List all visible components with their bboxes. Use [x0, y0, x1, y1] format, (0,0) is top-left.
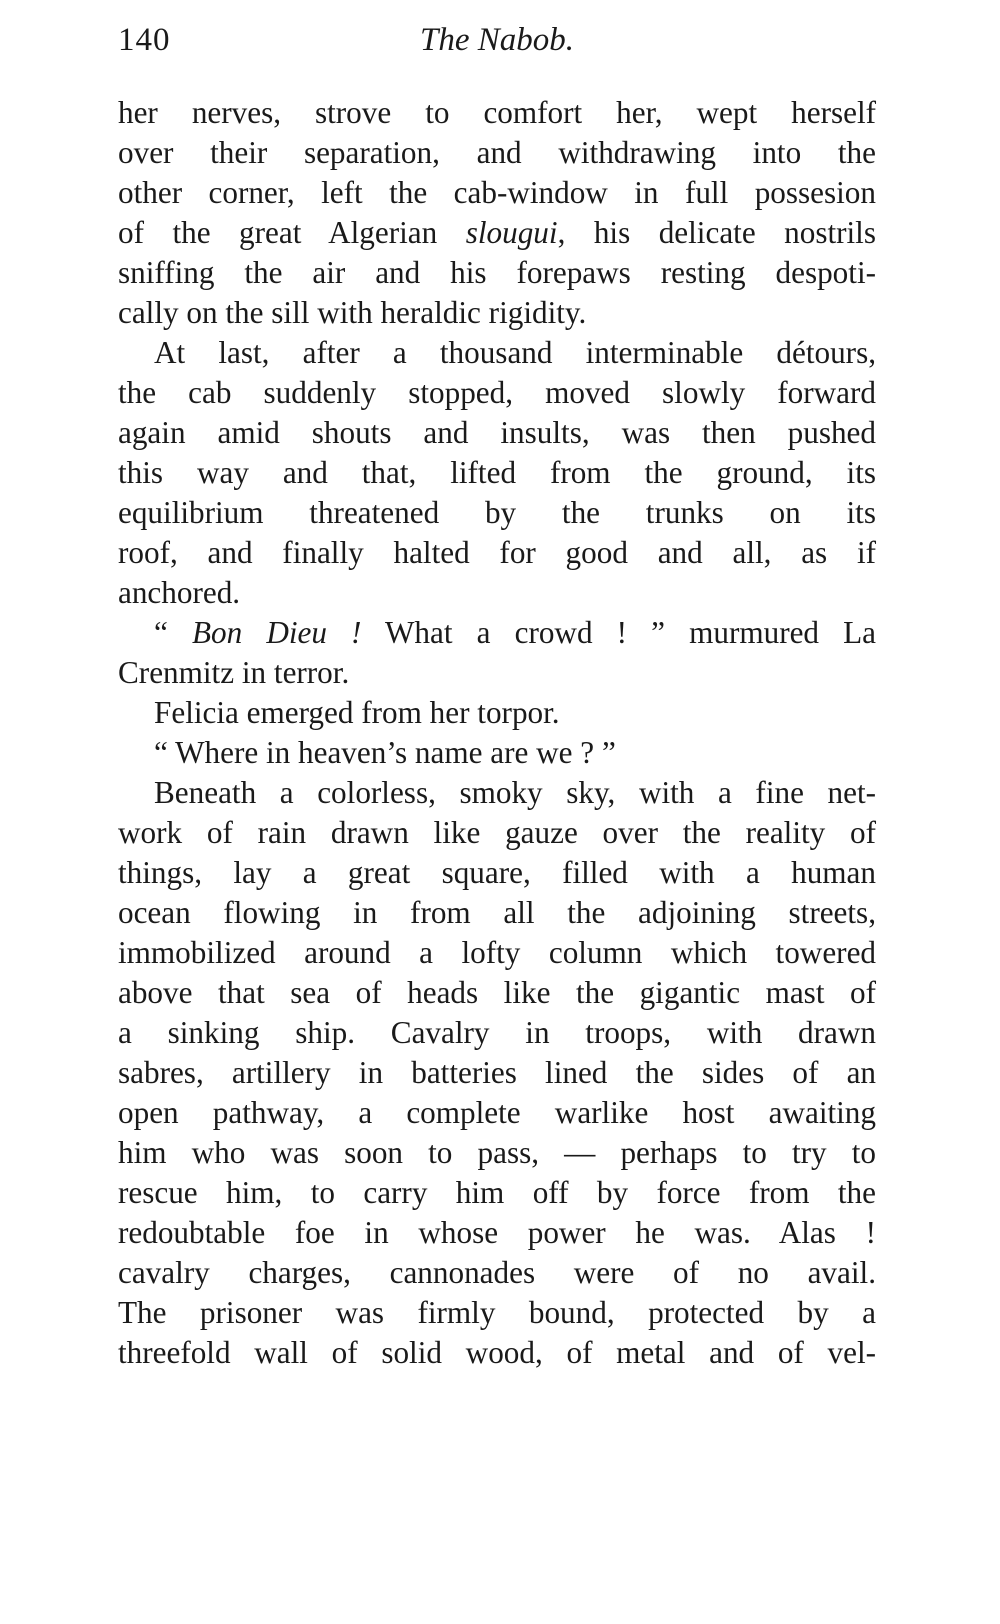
text-segment: work of rain drawn like gauze over the reality of: [118, 815, 876, 850]
text-segment: ocean flowing in from all the adjoining streets,: [118, 895, 876, 930]
text-segment: equilibrium threatened by the trunks on its: [118, 495, 876, 530]
text-segment: threefold wall of solid wood, of metal and of vel-: [118, 1335, 876, 1370]
text-line: [118, 533, 876, 573]
text-segment: roof, and finally halted for good and all, as if: [118, 535, 876, 570]
text-segment: “ Where in heaven’s name are we ? ”: [154, 735, 616, 770]
text-line: [118, 413, 876, 453]
text-segment: What a crowd ! ” murmured La: [361, 615, 877, 650]
text-line: [118, 733, 876, 773]
text-segment: anchored.: [118, 575, 241, 610]
text-segment: The prisoner was firmly bound, protected by a: [118, 1295, 876, 1330]
text-segment: open pathway, a complete warlike host awaiting: [118, 1095, 876, 1130]
text-segment: Felicia emerged from her torpor.: [154, 695, 560, 730]
text-line: [118, 1133, 876, 1173]
running-head: [118, 22, 876, 72]
text-line: [118, 453, 876, 493]
text-segment: other corner, left the cab-window in full possesion: [118, 175, 876, 210]
text-line: [118, 933, 876, 973]
text-line: [118, 813, 876, 853]
text-line: [118, 93, 876, 133]
text-segment: “: [154, 615, 192, 650]
text-segment: him who was soon to pass, — perhaps to try to: [118, 1135, 876, 1170]
text-segment: this way and that, lifted from the ground, its: [118, 455, 876, 490]
text-segment: Crenmitz in terror.: [118, 655, 350, 690]
text-line: [118, 1333, 876, 1373]
text-line: [118, 1053, 876, 1093]
text-segment: sniffing the air and his forepaws resting despoti-: [118, 255, 876, 290]
text-line: [118, 1293, 876, 1333]
text-line: [118, 133, 876, 173]
text-line: [118, 613, 876, 653]
text-line: [118, 1013, 876, 1053]
text-segment: Beneath a colorless, smoky sky, with a fine net-: [154, 775, 876, 810]
text-segment: over their separation, and withdrawing into the: [118, 135, 876, 170]
text-line: [118, 1173, 876, 1213]
text-line: [118, 773, 876, 813]
text-segment: rescue him, to carry him off by force from the: [118, 1175, 876, 1210]
text-segment: cally on the sill with heraldic rigidity.: [118, 295, 587, 330]
text-line: [118, 653, 876, 693]
text-line: [118, 1213, 876, 1253]
text-segment: above that sea of heads like the gigantic mast of: [118, 975, 876, 1010]
text-line: [118, 293, 876, 333]
text-line: [118, 173, 876, 213]
text-segment: redoubtable foe in whose power he was. Alas !: [118, 1215, 876, 1250]
text-segment: , his delicate nostrils: [557, 215, 876, 250]
text-segment: of the great Algerian: [118, 215, 466, 250]
text-segment: At last, after a thousand interminable détours,: [154, 335, 876, 370]
text-line: [118, 253, 876, 293]
text-segment: cavalry charges, cannonades were of no avail.: [118, 1255, 876, 1290]
text-line: [118, 1253, 876, 1293]
text-segment: sabres, artillery in batteries lined the sides of an: [118, 1055, 876, 1090]
text-line: [118, 853, 876, 893]
italic-text: Bon Dieu !: [191, 615, 362, 650]
text-line: [118, 213, 876, 253]
text-segment: the cab suddenly stopped, moved slowly forward: [118, 375, 876, 410]
text-line: [118, 333, 876, 373]
page-number: 140: [118, 22, 171, 58]
text-segment: a sinking ship. Cavalry in troops, with drawn: [118, 1015, 876, 1050]
text-segment: things, lay a great square, filled with a human: [118, 855, 876, 890]
text-line: [118, 693, 876, 733]
text-line: [118, 573, 876, 613]
text-line: [118, 493, 876, 533]
italic-text: slougui: [465, 215, 558, 250]
body-text: [118, 93, 876, 1373]
text-line: [118, 373, 876, 413]
text-line: [118, 1093, 876, 1133]
text-segment: again amid shouts and insults, was then pushed: [118, 415, 876, 450]
text-segment: immobilized around a lofty column which towered: [118, 935, 876, 970]
text-line: [118, 973, 876, 1013]
running-title: The Nabob.: [419, 22, 574, 58]
text-line: [118, 893, 876, 933]
text-segment: her nerves, strove to comfort her, wept herself: [118, 95, 876, 130]
